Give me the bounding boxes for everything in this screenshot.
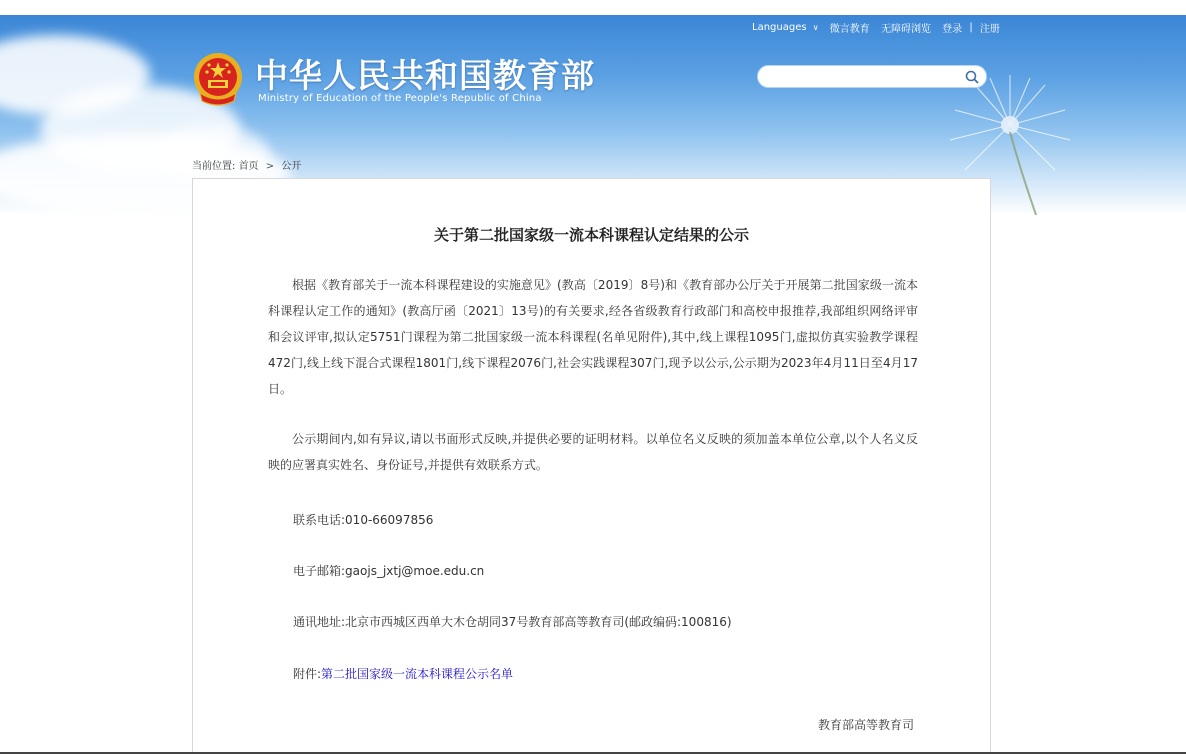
article-signature: 教育部高等教育司: [817, 718, 914, 732]
site-title[interactable]: 中华人民共和国教育部: [255, 56, 595, 95]
link-separator: |: [969, 22, 973, 33]
contact-phone: [293, 511, 433, 528]
breadcrumb: [192, 157, 301, 172]
article-paragraph: 根据《教育部关于一流本科课程建设的实施意见》(教高〔2019〕8号)和《教育部办公厅关于开展第二批国家级一流本科课程认定工作的通知》(教高厅函〔2021〕13号)的有关要求,经各省级教育行政部门和高校申报推荐,我部组织网络评审和会议评审,拟认定5751门课程为第二批国家级一流本科课程(名单见附件),其中,线上课程1095门,虚拟仿真实验教学课程472门,线上线下混合式课程1801门,线下课程2076门,社会实践课程307门,现予以公示,公示期为2023年4月11日至4月17日。: [268, 278, 918, 396]
national-emblem-icon: [192, 51, 244, 107]
breadcrumb-current-link[interactable]: 公开: [281, 161, 302, 172]
site-subtitle: Ministry of Education of the People's Republic of China: [258, 93, 542, 104]
cloud-decoration: [150, 125, 270, 185]
search-icon[interactable]: [964, 69, 980, 85]
attachment-link[interactable]: 第二批国家级一流本科课程公示名单: [321, 667, 514, 681]
top-strip: [0, 0, 1186, 15]
attachment-label: 附件:: [293, 667, 322, 681]
register-link[interactable]: 注册: [979, 24, 1000, 35]
chevron-down-icon[interactable]: ∨: [812, 23, 819, 32]
email-value: gaojs_jxtj@moe.edu.cn: [345, 564, 485, 578]
article-title: 关于第二批国家级一流本科课程认定结果的公示: [433, 226, 749, 244]
email-label: 电子邮箱:: [293, 564, 346, 578]
breadcrumb-label: 当前位置:: [192, 161, 236, 172]
attachment-line: [293, 665, 513, 682]
languages-link[interactable]: Languages: [752, 22, 807, 33]
phone-label: 联系电话:: [293, 513, 346, 527]
weiyan-education-link[interactable]: 微言教育: [829, 24, 870, 35]
address-value: 北京市西城区西单大木仓胡同37号教育部高等教育司(邮政编码:100816): [345, 615, 732, 629]
contact-address: [293, 613, 732, 630]
login-link[interactable]: 登录: [942, 24, 963, 35]
search-box: [757, 65, 987, 88]
article-container: [192, 178, 991, 754]
breadcrumb-home-link[interactable]: 首页: [238, 161, 259, 172]
breadcrumb-arrow-icon: >: [265, 161, 275, 172]
accessibility-link[interactable]: 无障碍浏览: [880, 24, 931, 35]
address-label: 通讯地址:: [293, 615, 346, 629]
top-links: [752, 20, 1008, 35]
phone-value: 010-66097856: [345, 513, 434, 527]
search-input[interactable]: [768, 69, 967, 86]
contact-email: [293, 562, 484, 579]
article-paragraph: 公示期间内,如有异议,请以书面形式反映,并提供必要的证明材料。以单位名义反映的须加盖本单位公章,以个人名义反映的应署真实姓名、身份证号,并提供有效联系方式。: [268, 432, 918, 472]
